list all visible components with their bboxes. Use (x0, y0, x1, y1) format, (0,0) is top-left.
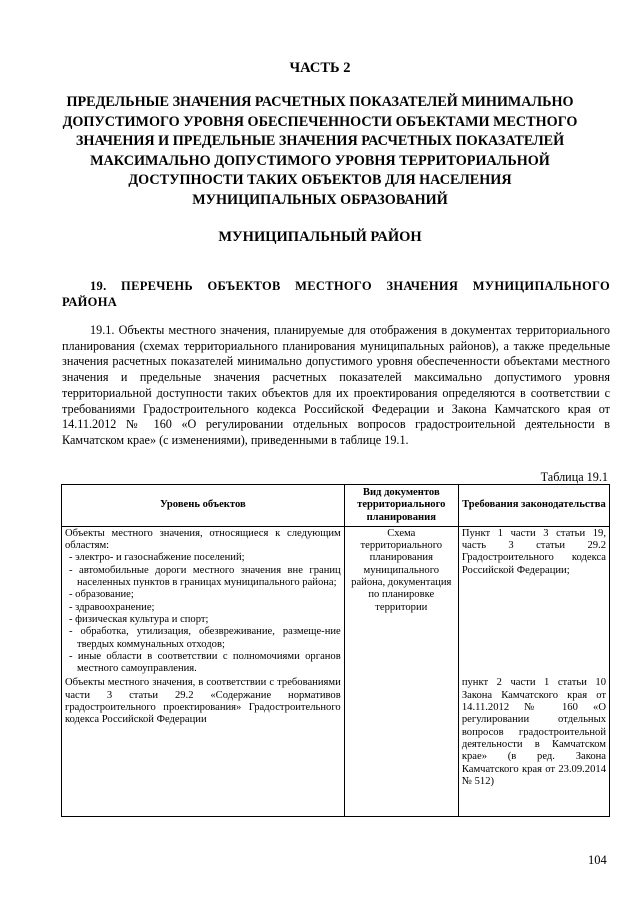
part-title: ЧАСТЬ 2 (289, 60, 351, 76)
table-row (62, 676, 610, 817)
list-item: - обработка, утилизация, обезвреживание, размеще-ние твердых коммунальных отходов; (69, 626, 341, 650)
row1-level-list (65, 552, 341, 675)
table-label: Таблица 19.1 (540, 470, 608, 484)
main-heading: ПРЕДЕЛЬНЫЕ ЗНАЧЕНИЯ РАСЧЕТНЫХ ПОКАЗАТЕЛЕЙ МИНИМАЛЬНО ДОПУСТИМОГО УРОВНЯ ОБЕСПЕЧЕННОСТИ ОБЪЕКТАМИ МЕСТНОГО ЗНАЧЕНИЯ И ПРЕДЕЛЬНЫЕ ЗНАЧЕНИЯ РАСЧЕТНЫХ ПОКАЗАТЕЛЕЙ МАКСИМАЛЬНО ДОПУСТИМОГО УРОВНЯ ТЕРРИТОРИАЛЬНОЙ ДОСТУПНОСТИ ТАКИХ ОБЪЕКТОВ ДЛЯ НАСЕЛЕНИЯ МУНИЦИПАЛЬНЫХ ОБРАЗОВАНИЙ (62, 94, 578, 208)
row1-doc-type: Схема территориального планирования муниципального района, документация по планировке территории (344, 526, 458, 676)
list-item: - здравоохранение; (69, 601, 155, 613)
objects-table (61, 484, 610, 817)
list-item: - электро- и газоснабжение поселений; (69, 552, 245, 564)
row2-requirement: пункт 2 части 1 статьи 10 Закона Камчатского края от 14.11.2012 № 160 «О регулировании отдельных вопросов градостроительной деятельности в Камчатском крае» (в ред. Закона Камчатского края от 23.09.2014 № 512) (458, 676, 609, 817)
list-item: - физическая культура и спорт; (69, 613, 209, 625)
header-doc-type: Вид документов территориального планирования (344, 485, 458, 527)
list-item: - образование; (69, 589, 134, 601)
section-title: МУНИЦИПАЛЬНЫЙ РАЙОН (218, 229, 422, 245)
row1-level-intro: Объекты местного значения, относящиеся к следующим областям: (65, 527, 341, 552)
header-level: Уровень объектов (62, 485, 345, 527)
list-item: - автомобильные дороги местного значения вне границ населенных пунктов в границах муниципального района; (69, 564, 341, 589)
page-number: 104 (588, 853, 607, 867)
row2-doc-type (344, 676, 458, 817)
row1-level-cell (62, 526, 345, 676)
row1-requirement: Пункт 1 части 3 статьи 19, часть 3 статьи 29.2 Градостроительного кодекса Российской Федерации; (458, 526, 609, 676)
row2-level: Объекты местного значения, в соответствии с требованиями части 3 статьи 29.2 «Содержание нормативов градостроительного проектирования» Градостроительного кодекса Российской Федерации (62, 676, 345, 817)
header-requirements: Требования законодательства (458, 485, 609, 527)
table-row (62, 526, 610, 676)
body-paragraph: 19.1. Объекты местного значения, планируемые для отображения в документах территориального планирования (схемах территориального планирования муниципальных районов), а также предельные значения расчетных показателей минимально допустимого уровня обеспеченности объектами местного значения и предельные значения расчетных показателей максимально допустимого уровня территориальной доступности таких объектов для их проектирования определяются в соответствии с требованиями Градостроительного кодекса Российской Федерации и Закона Камчатского края от 14.11.2012 № 160 «О регулировании отдельных вопросов градостроительной деятельности в Камчатском крае» (с изменениями), приведенными в таблице 19.1. (62, 323, 610, 447)
table-header-row (62, 485, 610, 527)
clause-title: 19. ПЕРЕЧЕНЬ ОБЪЕКТОВ МЕСТНОГО ЗНАЧЕНИЯ МУНИЦИПАЛЬНОГО РАЙОНА (62, 279, 610, 309)
list-item: - иные области в соответствии с полномочиями органов местного самоуправления. (69, 650, 341, 675)
